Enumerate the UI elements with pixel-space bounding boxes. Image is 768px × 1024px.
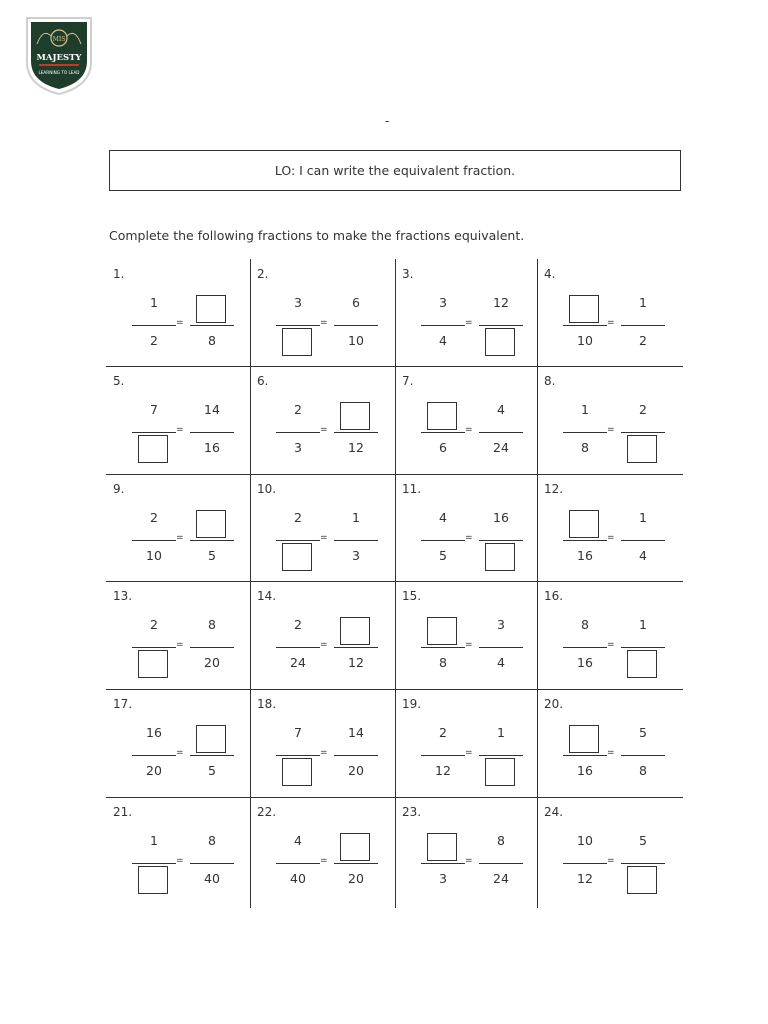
fraction-bar (132, 325, 176, 326)
fraction-bar (479, 863, 523, 864)
fraction-bar (334, 325, 378, 326)
numerator: 4 (294, 833, 302, 848)
fraction-bar (132, 432, 176, 433)
denominator: 20 (348, 763, 364, 778)
numerator: 8 (208, 617, 216, 632)
right-fraction (621, 725, 665, 795)
denominator: 5 (439, 548, 447, 563)
problem-number: 8. (544, 374, 556, 388)
answer-box[interactable] (569, 295, 599, 323)
denominator: 12 (435, 763, 451, 778)
numerator: 8 (497, 833, 505, 848)
fraction-bar (132, 647, 176, 648)
logo-motto: LEARNING TO LEAD (38, 70, 80, 75)
answer-box[interactable] (138, 435, 168, 463)
equals-sign: = (607, 425, 615, 435)
equals-sign: = (320, 425, 328, 435)
denominator: 10 (146, 548, 162, 563)
left-fraction (421, 725, 465, 795)
problem-cell (395, 581, 537, 688)
denominator: 16 (577, 655, 593, 670)
denominator: 10 (348, 333, 364, 348)
learning-objective-box (109, 150, 681, 191)
denominator: 4 (639, 548, 647, 563)
right-fraction (334, 617, 378, 687)
equals-sign: = (465, 856, 473, 866)
fraction-bar (334, 863, 378, 864)
denominator: 20 (204, 655, 220, 670)
problem-number: 1. (113, 267, 125, 281)
fraction-bar (334, 540, 378, 541)
answer-box[interactable] (340, 402, 370, 430)
equals-sign: = (607, 856, 615, 866)
left-fraction (276, 510, 320, 580)
equals-sign: = (607, 533, 615, 543)
problem-number: 15. (402, 589, 422, 603)
numerator: 1 (639, 295, 647, 310)
fraction-bar (421, 540, 465, 541)
problem-number: 23. (402, 805, 422, 819)
right-fraction (479, 833, 523, 903)
left-fraction (421, 617, 465, 687)
equals-sign: = (320, 533, 328, 543)
answer-box[interactable] (485, 328, 515, 356)
fraction-bar (621, 647, 665, 648)
right-fraction (334, 833, 378, 903)
problem-cell (106, 474, 250, 581)
answer-box[interactable] (282, 328, 312, 356)
answer-box[interactable] (627, 866, 657, 894)
problem-number: 7. (402, 374, 414, 388)
fraction-bar (621, 325, 665, 326)
right-fraction (621, 510, 665, 580)
denominator: 24 (493, 440, 509, 455)
fraction-bar (421, 863, 465, 864)
denominator: 2 (639, 333, 647, 348)
equals-sign: = (176, 318, 184, 328)
denominator: 40 (204, 871, 220, 886)
problem-number: 21. (113, 805, 133, 819)
right-fraction (479, 295, 523, 365)
numerator: 10 (577, 833, 593, 848)
problem-number: 13. (113, 589, 133, 603)
problem-cell (106, 797, 250, 904)
denominator: 16 (577, 763, 593, 778)
right-fraction (190, 510, 234, 580)
problem-cell (395, 474, 537, 581)
equals-sign: = (320, 640, 328, 650)
denominator: 2 (150, 333, 158, 348)
numerator: 8 (581, 617, 589, 632)
problem-number: 10. (257, 482, 277, 496)
equals-sign: = (320, 318, 328, 328)
left-fraction (276, 402, 320, 472)
denominator: 12 (348, 440, 364, 455)
numerator: 1 (581, 402, 589, 417)
logo-monogram: MIS (52, 36, 66, 43)
problem-cell (250, 474, 395, 581)
right-fraction (621, 402, 665, 472)
equals-sign: = (176, 748, 184, 758)
problem-number: 3. (402, 267, 414, 281)
problem-cell (250, 797, 395, 904)
left-fraction (563, 295, 607, 365)
equals-sign: = (607, 748, 615, 758)
problem-cell (106, 581, 250, 688)
denominator: 4 (497, 655, 505, 670)
problem-cell (250, 259, 395, 366)
right-fraction (479, 617, 523, 687)
left-fraction (276, 725, 320, 795)
left-fraction (421, 833, 465, 903)
denominator: 10 (577, 333, 593, 348)
left-fraction (276, 617, 320, 687)
equals-sign: = (465, 748, 473, 758)
equals-sign: = (607, 640, 615, 650)
problem-cell (106, 689, 250, 796)
numerator: 7 (294, 725, 302, 740)
denominator: 8 (439, 655, 447, 670)
right-fraction (621, 617, 665, 687)
fraction-bar (563, 647, 607, 648)
answer-box[interactable] (569, 510, 599, 538)
problem-number: 22. (257, 805, 277, 819)
right-fraction (334, 725, 378, 795)
answer-box[interactable] (138, 650, 168, 678)
numerator: 12 (493, 295, 509, 310)
numerator: 2 (150, 617, 158, 632)
left-fraction (132, 295, 176, 365)
left-fraction (563, 833, 607, 903)
answer-box[interactable] (485, 543, 515, 571)
fraction-bar (479, 755, 523, 756)
problem-cell (395, 259, 537, 366)
numerator: 16 (493, 510, 509, 525)
fraction-bar (621, 432, 665, 433)
numerator: 3 (497, 617, 505, 632)
problem-cell (537, 474, 683, 581)
fraction-bar (190, 325, 234, 326)
fraction-bar (334, 755, 378, 756)
answer-box[interactable] (627, 435, 657, 463)
denominator: 20 (348, 871, 364, 886)
problem-cell (106, 366, 250, 473)
numerator: 1 (352, 510, 360, 525)
answer-box[interactable] (340, 617, 370, 645)
numerator: 2 (294, 617, 302, 632)
problem-number: 11. (402, 482, 422, 496)
numerator: 7 (150, 402, 158, 417)
denominator: 5 (208, 548, 216, 563)
numerator: 2 (150, 510, 158, 525)
fraction-bar (563, 432, 607, 433)
equals-sign: = (176, 425, 184, 435)
equals-sign: = (465, 640, 473, 650)
denominator: 3 (294, 440, 302, 455)
denominator: 40 (290, 871, 306, 886)
problem-number: 4. (544, 267, 556, 281)
fraction-bar (276, 863, 320, 864)
numerator: 1 (639, 617, 647, 632)
problem-number: 12. (544, 482, 564, 496)
right-fraction (334, 295, 378, 365)
problem-number: 24. (544, 805, 564, 819)
equals-sign: = (320, 748, 328, 758)
answer-box[interactable] (282, 543, 312, 571)
problem-cell (537, 797, 683, 904)
numerator: 3 (439, 295, 447, 310)
numerator: 1 (150, 833, 158, 848)
right-fraction (334, 402, 378, 472)
fraction-bar (190, 755, 234, 756)
fraction-bar (190, 432, 234, 433)
right-fraction (479, 402, 523, 472)
answer-box[interactable] (196, 295, 226, 323)
problem-number: 16. (544, 589, 564, 603)
problem-number: 20. (544, 697, 564, 711)
left-fraction (563, 617, 607, 687)
problem-cell (537, 689, 683, 796)
numerator: 4 (497, 402, 505, 417)
numerator: 2 (294, 510, 302, 525)
denominator: 12 (577, 871, 593, 886)
fraction-bar (479, 325, 523, 326)
problem-cell (250, 581, 395, 688)
fraction-bar (421, 325, 465, 326)
header-dash: - (385, 114, 390, 128)
fraction-bar (190, 647, 234, 648)
fraction-bar (334, 432, 378, 433)
denominator: 8 (639, 763, 647, 778)
answer-box[interactable] (196, 510, 226, 538)
denominator: 16 (577, 548, 593, 563)
left-fraction (563, 402, 607, 472)
equals-sign: = (465, 318, 473, 328)
right-fraction (190, 617, 234, 687)
problem-cell (250, 366, 395, 473)
answer-box[interactable] (340, 833, 370, 861)
left-fraction (276, 295, 320, 365)
fraction-bar (276, 432, 320, 433)
denominator: 24 (290, 655, 306, 670)
right-fraction (334, 510, 378, 580)
denominator: 20 (146, 763, 162, 778)
fraction-bar (563, 755, 607, 756)
problem-cell (106, 259, 250, 366)
numerator: 2 (439, 725, 447, 740)
left-fraction (563, 510, 607, 580)
equals-sign: = (465, 425, 473, 435)
right-fraction (190, 725, 234, 795)
fraction-bar (190, 863, 234, 864)
fraction-bar (276, 540, 320, 541)
logo-name: MAJESTY (36, 53, 82, 63)
denominator: 6 (439, 440, 447, 455)
answer-box[interactable] (427, 617, 457, 645)
fraction-bar (334, 647, 378, 648)
denominator: 3 (352, 548, 360, 563)
equals-sign: = (320, 856, 328, 866)
right-fraction (190, 295, 234, 365)
answer-box[interactable] (627, 650, 657, 678)
denominator: 12 (348, 655, 364, 670)
answer-box[interactable] (569, 725, 599, 753)
answer-box[interactable] (196, 725, 226, 753)
denominator: 8 (581, 440, 589, 455)
right-fraction (190, 833, 234, 903)
fraction-bar (621, 540, 665, 541)
left-fraction (421, 295, 465, 365)
problem-number: 18. (257, 697, 277, 711)
answer-box[interactable] (427, 402, 457, 430)
numerator: 6 (352, 295, 360, 310)
equals-sign: = (176, 640, 184, 650)
school-logo (23, 14, 95, 96)
fraction-bar (563, 863, 607, 864)
denominator: 24 (493, 871, 509, 886)
fraction-bar (421, 432, 465, 433)
problem-number: 9. (113, 482, 125, 496)
fraction-bar (621, 755, 665, 756)
problem-cell (395, 366, 537, 473)
left-fraction (421, 510, 465, 580)
numerator: 14 (348, 725, 364, 740)
problem-cell (537, 366, 683, 473)
fraction-bar (132, 863, 176, 864)
fraction-bar (132, 755, 176, 756)
answer-box[interactable] (282, 758, 312, 786)
problem-cell (395, 689, 537, 796)
left-fraction (563, 725, 607, 795)
denominator: 4 (439, 333, 447, 348)
problem-cell (250, 689, 395, 796)
denominator: 3 (439, 871, 447, 886)
numerator: 5 (639, 833, 647, 848)
fraction-bar (421, 755, 465, 756)
numerator: 1 (150, 295, 158, 310)
equals-sign: = (465, 533, 473, 543)
problem-number: 2. (257, 267, 269, 281)
problem-cell (537, 581, 683, 688)
fraction-bar (479, 647, 523, 648)
denominator: 16 (204, 440, 220, 455)
fraction-bar (621, 863, 665, 864)
left-fraction (276, 833, 320, 903)
right-fraction (479, 510, 523, 580)
learning-objective-text: LO: I can write the equivalent fraction. (274, 163, 516, 178)
fraction-bar (479, 432, 523, 433)
equals-sign: = (176, 856, 184, 866)
numerator: 4 (439, 510, 447, 525)
left-fraction (132, 833, 176, 903)
fraction-bar (132, 540, 176, 541)
answer-box[interactable] (485, 758, 515, 786)
left-fraction (132, 617, 176, 687)
problem-number: 6. (257, 374, 269, 388)
numerator: 2 (294, 402, 302, 417)
left-fraction (132, 725, 176, 795)
right-fraction (190, 402, 234, 472)
fraction-bar (190, 540, 234, 541)
answer-box[interactable] (427, 833, 457, 861)
numerator: 5 (639, 725, 647, 740)
left-fraction (132, 402, 176, 472)
right-fraction (479, 725, 523, 795)
problem-cell (537, 259, 683, 366)
problem-number: 14. (257, 589, 277, 603)
right-fraction (621, 833, 665, 903)
problem-cell (395, 797, 537, 904)
problem-number: 19. (402, 697, 422, 711)
fractions-grid (106, 259, 683, 908)
fraction-bar (276, 755, 320, 756)
equals-sign: = (607, 318, 615, 328)
equals-sign: = (176, 533, 184, 543)
answer-box[interactable] (138, 866, 168, 894)
right-fraction (621, 295, 665, 365)
problem-number: 17. (113, 697, 133, 711)
fraction-bar (276, 325, 320, 326)
left-fraction (132, 510, 176, 580)
denominator: 8 (208, 333, 216, 348)
numerator: 14 (204, 402, 220, 417)
left-fraction (421, 402, 465, 472)
numerator: 2 (639, 402, 647, 417)
numerator: 1 (639, 510, 647, 525)
fraction-bar (276, 647, 320, 648)
numerator: 3 (294, 295, 302, 310)
numerator: 16 (146, 725, 162, 740)
fraction-bar (563, 325, 607, 326)
numerator: 1 (497, 725, 505, 740)
problem-number: 5. (113, 374, 125, 388)
denominator: 5 (208, 763, 216, 778)
fraction-bar (479, 540, 523, 541)
fraction-bar (563, 540, 607, 541)
numerator: 8 (208, 833, 216, 848)
instruction-text: Complete the following fractions to make the fractions equivalent. (109, 228, 525, 243)
fraction-bar (421, 647, 465, 648)
